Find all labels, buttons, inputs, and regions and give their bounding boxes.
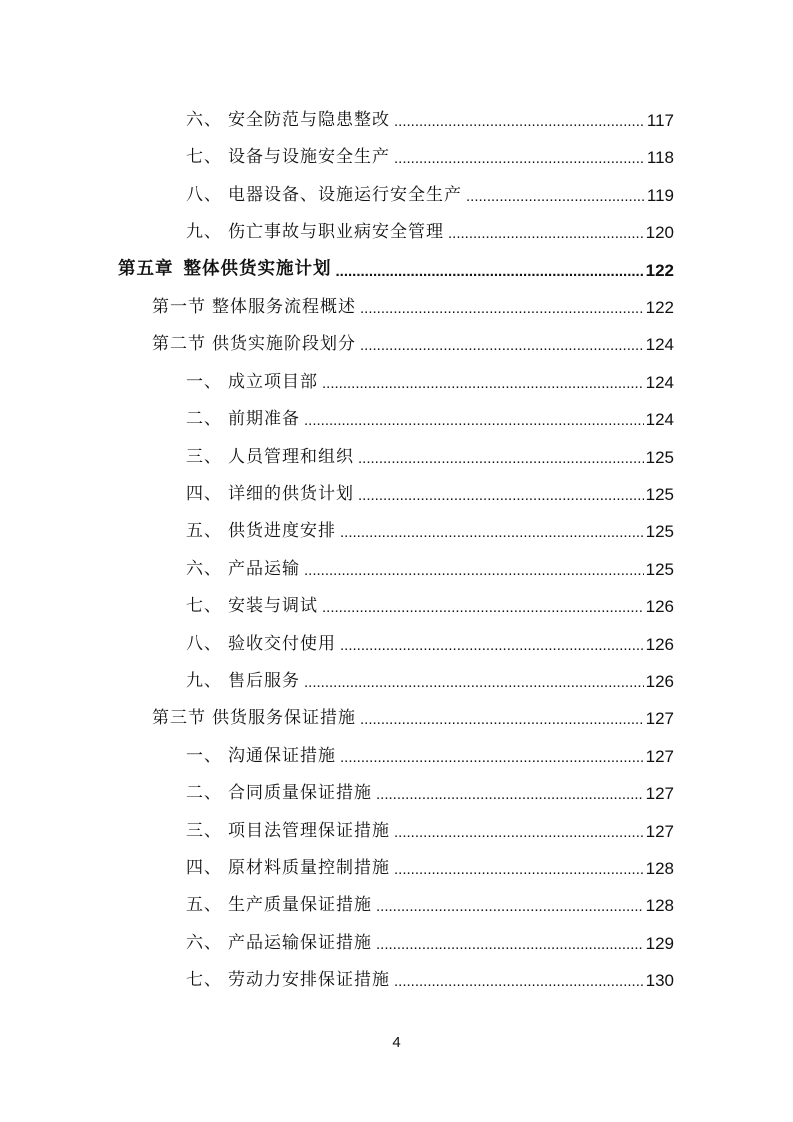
toc-entry-number: 六、 xyxy=(186,110,222,130)
toc-entry-page: 127 xyxy=(645,784,674,804)
toc-entry-number: 第二节 xyxy=(152,334,206,355)
toc-entry-page: 124 xyxy=(645,372,674,392)
toc-entry-page: 128 xyxy=(645,859,674,878)
toc-entry-number: 三、 xyxy=(186,446,222,467)
toc-dot-leader xyxy=(394,149,645,166)
toc-dot-leader xyxy=(322,598,644,615)
toc-entry-number: 八、 xyxy=(186,633,222,654)
toc-dot-leader xyxy=(394,823,644,840)
toc-entry-title: 沟通保证措施 xyxy=(228,745,336,766)
toc-entry[interactable] xyxy=(186,588,674,625)
toc-entry[interactable] xyxy=(186,177,674,214)
toc-entry-title: 安装与调试 xyxy=(228,596,318,617)
toc-entry-page: 120 xyxy=(645,223,674,243)
toc-entry-number: 六、 xyxy=(186,558,222,579)
toc-entry-page: 117 xyxy=(646,111,674,130)
toc-entry-page: 130 xyxy=(645,971,674,991)
toc-entry[interactable] xyxy=(186,364,674,401)
toc-entry[interactable] xyxy=(152,289,674,326)
toc-entry-number: 九、 xyxy=(186,222,222,243)
toc-entry-page: 126 xyxy=(645,672,674,691)
toc-dot-leader xyxy=(340,636,644,653)
toc-entry-number: 一、 xyxy=(186,745,222,766)
toc-entry[interactable] xyxy=(186,850,674,887)
toc-entry[interactable] xyxy=(186,551,674,588)
toc-entry-title: 电器设备、设施运行安全生产 xyxy=(228,184,462,205)
toc-dot-leader xyxy=(304,411,644,428)
toc-entry[interactable] xyxy=(186,513,674,550)
toc-entry[interactable] xyxy=(186,626,674,663)
toc-entry-number: 三、 xyxy=(186,820,222,841)
toc-entry[interactable] xyxy=(186,887,674,924)
toc-entry[interactable] xyxy=(118,252,674,289)
toc-entry-number: 七、 xyxy=(186,596,222,617)
toc-entry-number: 五、 xyxy=(186,521,222,542)
toc-entry-title: 供货进度安排 xyxy=(228,521,336,542)
toc-entry[interactable] xyxy=(186,401,674,438)
toc-entry[interactable] xyxy=(152,700,674,737)
page-number: 4 xyxy=(392,1034,401,1051)
toc-entry-title: 生产质量保证措施 xyxy=(228,895,372,916)
toc-entry-title: 整体服务流程概述 xyxy=(212,297,356,317)
toc-entry-page: 127 xyxy=(645,709,674,729)
toc-entry-page: 127 xyxy=(645,746,674,766)
toc-dot-leader xyxy=(360,299,644,316)
toc-entry-number: 一、 xyxy=(186,371,222,392)
toc-dot-leader xyxy=(322,374,644,391)
toc-dot-leader xyxy=(304,561,644,578)
toc-dot-leader xyxy=(394,860,644,877)
toc-dot-leader xyxy=(394,112,645,129)
toc-entry-number: 五、 xyxy=(186,895,222,916)
toc-entry-page: 129 xyxy=(645,933,674,953)
toc-entry-page: 128 xyxy=(645,896,674,916)
toc-entry[interactable] xyxy=(186,102,674,139)
toc-entry-title: 设备与设施安全生产 xyxy=(228,147,390,168)
toc-entry[interactable] xyxy=(186,738,674,775)
toc-entry-number: 第五章 xyxy=(118,259,174,280)
toc-entry-page: 122 xyxy=(645,260,674,280)
toc-entry[interactable] xyxy=(186,813,674,850)
toc-dot-leader xyxy=(394,972,644,989)
toc-entry-number: 四、 xyxy=(186,484,222,504)
toc-entry-title: 合同质量保证措施 xyxy=(228,783,372,804)
toc-entry-page: 122 xyxy=(645,298,674,317)
toc-entry[interactable] xyxy=(186,663,674,700)
toc-entry[interactable] xyxy=(186,439,674,476)
toc-entry-title: 售后服务 xyxy=(228,671,300,691)
toc-entry-title: 安全防范与隐患整改 xyxy=(228,110,390,130)
toc-dot-leader xyxy=(358,449,644,466)
toc-entry[interactable] xyxy=(186,139,674,176)
toc-entry-number: 第一节 xyxy=(152,297,206,317)
toc-entry-title: 整体供货实施计划 xyxy=(183,259,332,280)
toc-entry-number: 六、 xyxy=(186,932,222,953)
toc-entry[interactable] xyxy=(152,326,674,363)
toc-entry-number: 第三节 xyxy=(152,708,206,729)
toc-entry-number: 二、 xyxy=(186,783,222,804)
toc-entry-page: 126 xyxy=(645,634,674,654)
toc-dot-leader xyxy=(304,673,644,690)
toc-entry-title: 项目法管理保证措施 xyxy=(228,820,390,841)
toc-entry-title: 原材料质量控制措施 xyxy=(228,858,390,878)
toc-entry-title: 产品运输保证措施 xyxy=(228,932,372,953)
toc-dot-leader xyxy=(376,785,644,802)
toc-dot-leader xyxy=(360,336,644,353)
toc-entry-page: 124 xyxy=(645,335,674,355)
toc-entry-title: 成立项目部 xyxy=(228,371,318,392)
toc-entry-number: 七、 xyxy=(186,970,222,991)
toc-entry-title: 劳动力安排保证措施 xyxy=(228,970,390,991)
toc-entry-number: 二、 xyxy=(186,409,222,430)
toc-entry-page: 119 xyxy=(646,185,674,205)
toc-entry-page: 125 xyxy=(645,559,674,579)
toc-entry-number: 九、 xyxy=(186,671,222,691)
toc-dot-leader xyxy=(358,486,644,503)
toc-entry-title: 验收交付使用 xyxy=(228,633,336,654)
toc-entry-number: 四、 xyxy=(186,858,222,878)
toc-entry-page: 125 xyxy=(645,485,674,504)
toc-entry[interactable] xyxy=(186,775,674,812)
toc-entry[interactable] xyxy=(186,214,674,251)
toc-entry-title: 产品运输 xyxy=(228,558,300,579)
toc-entry-page: 125 xyxy=(645,522,674,542)
toc-entry[interactable] xyxy=(186,476,674,513)
toc-entry-title: 供货服务保证措施 xyxy=(212,708,356,729)
toc-entry-title: 前期准备 xyxy=(228,409,300,430)
toc-entry-title: 人员管理和组织 xyxy=(228,446,354,467)
toc-entry-page: 118 xyxy=(646,148,674,168)
toc-entry-title: 伤亡事故与职业病安全管理 xyxy=(228,222,444,243)
toc-entry[interactable] xyxy=(186,925,674,962)
toc-dot-leader xyxy=(376,897,644,914)
toc-dot-leader xyxy=(466,187,645,204)
toc-entry-page: 127 xyxy=(645,821,674,841)
toc-dot-leader xyxy=(340,748,644,765)
toc-dot-leader xyxy=(448,224,644,241)
toc-entry-page: 124 xyxy=(645,410,674,430)
toc-entry-page: 126 xyxy=(645,597,674,617)
toc-dot-leader xyxy=(360,710,644,727)
toc-entry[interactable] xyxy=(186,962,674,999)
toc-entry-number: 八、 xyxy=(186,184,222,205)
toc-dot-leader xyxy=(376,935,644,952)
toc-entry-page: 125 xyxy=(645,447,674,467)
toc-entry-number: 七、 xyxy=(186,147,222,168)
toc-dot-leader xyxy=(340,523,644,540)
toc-entry-title: 供货实施阶段划分 xyxy=(212,334,356,355)
toc-entry-title: 详细的供货计划 xyxy=(228,484,354,504)
toc-dot-leader xyxy=(336,262,644,279)
